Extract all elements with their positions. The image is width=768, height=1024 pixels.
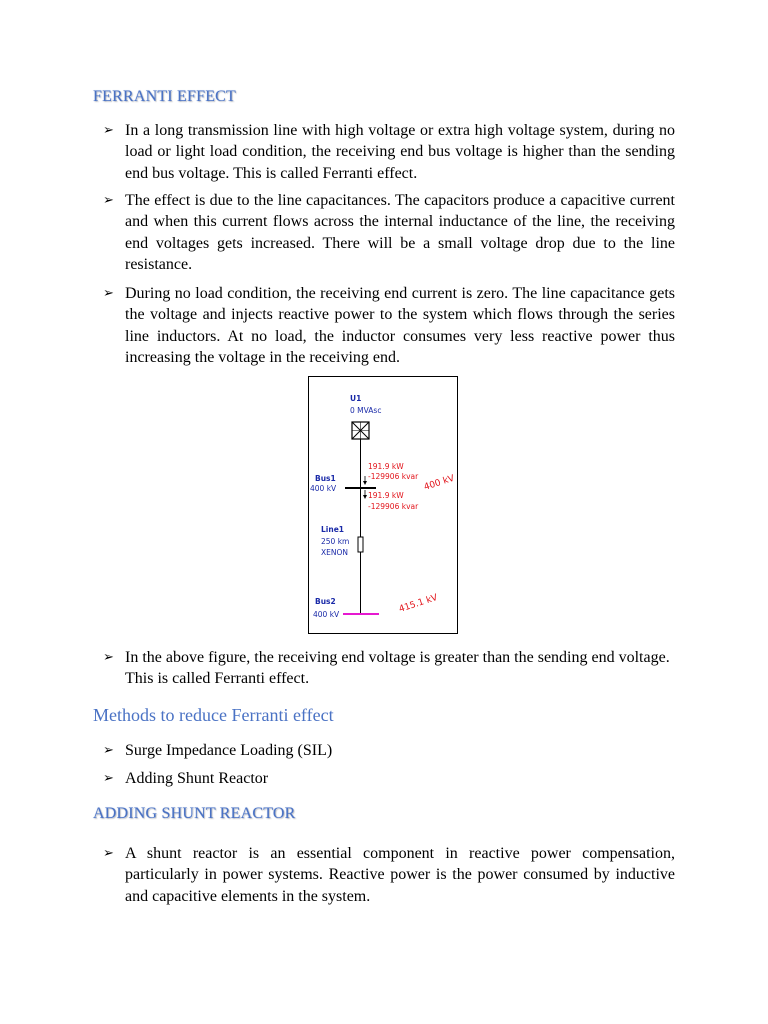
- source-rating: 0 MVAsc: [350, 406, 382, 415]
- bus2-kv: 400 kV: [313, 610, 340, 619]
- flow-bottom-kvar: -129906 kvar: [368, 502, 419, 511]
- section-title-methods: Methods to reduce Ferranti effect: [93, 705, 334, 725]
- bus1-kv: 400 kV: [310, 484, 337, 493]
- arrow-bullet-icon: ➢: [103, 650, 114, 665]
- arrow-bullet-icon: ➢: [103, 771, 114, 786]
- list-item: [103, 120, 675, 184]
- bus2-name: Bus2: [315, 597, 336, 606]
- flow-top-kw: 191.9 kW: [368, 462, 404, 471]
- list-item: [103, 843, 675, 907]
- line-conductor: XENON: [321, 548, 349, 557]
- arrow-down-icon: [363, 481, 367, 485]
- list-item-text: During no load condition, the receiving end current is zero. The line capacitance gets the voltage and injects reactive power to the system which flows through the series line inductors. At no load, the inductor consumes very less reactive power thus increasing the voltage in the receiving end.: [125, 285, 675, 366]
- arrow-bullet-icon: ➢: [103, 743, 114, 758]
- list-item: [103, 190, 675, 275]
- list-item-text: A shunt reactor is an essential component in reactive power compensation, particularly in power systems. Reactive power is the power consumed by inductive and capacitive elements in the system.: [125, 845, 675, 905]
- list-item: [103, 283, 675, 368]
- list-item: [103, 768, 675, 789]
- list-item: [103, 740, 675, 761]
- line-impedance-icon: [358, 537, 363, 552]
- single-line-diagram: [308, 376, 458, 634]
- line-length: 250 km: [321, 537, 350, 546]
- line-name: Line1: [321, 525, 344, 534]
- list-item-text: In the above figure, the receiving end voltage is greater than the sending end voltage. This is called Ferranti effect.: [125, 649, 670, 688]
- arrow-bullet-icon: ➢: [103, 123, 114, 138]
- section-title-ferranti: FERRANTI EFFECT: [93, 88, 237, 105]
- arrow-bullet-icon: ➢: [103, 846, 114, 861]
- arrow-down-icon: [363, 495, 367, 499]
- source-name: U1: [350, 394, 362, 403]
- list-item-text: The effect is due to the line capacitances. The capacitors produce a capacitive current and when this current flows across the internal inductance of the line, the receiving end voltages gets increased. There will be a small voltage drop due to the line resistance.: [125, 192, 675, 273]
- list-item-text: Surge Impedance Loading (SIL): [125, 742, 333, 759]
- arrow-bullet-icon: ➢: [103, 193, 114, 208]
- list-item: [103, 647, 675, 690]
- bus1-name: Bus1: [315, 474, 336, 483]
- utility-source-icon: [352, 422, 369, 439]
- section-title-shunt-reactor: ADDING SHUNT REACTOR: [93, 805, 296, 822]
- flow-bottom-kw: 191.9 kW: [368, 491, 404, 500]
- arrow-bullet-icon: ➢: [103, 286, 114, 301]
- bus1-voltage: 400 kV: [422, 473, 456, 493]
- list-item-text: Adding Shunt Reactor: [125, 770, 269, 787]
- flow-top-kvar: -129906 kvar: [368, 472, 419, 481]
- list-item-text: In a long transmission line with high voltage or extra high voltage system, during no load or light load condition, the receiving end bus voltage is higher than the sending end bus voltage. This is called Ferranti effect.: [125, 122, 675, 182]
- bus2-voltage: 415.1 kV: [397, 592, 439, 615]
